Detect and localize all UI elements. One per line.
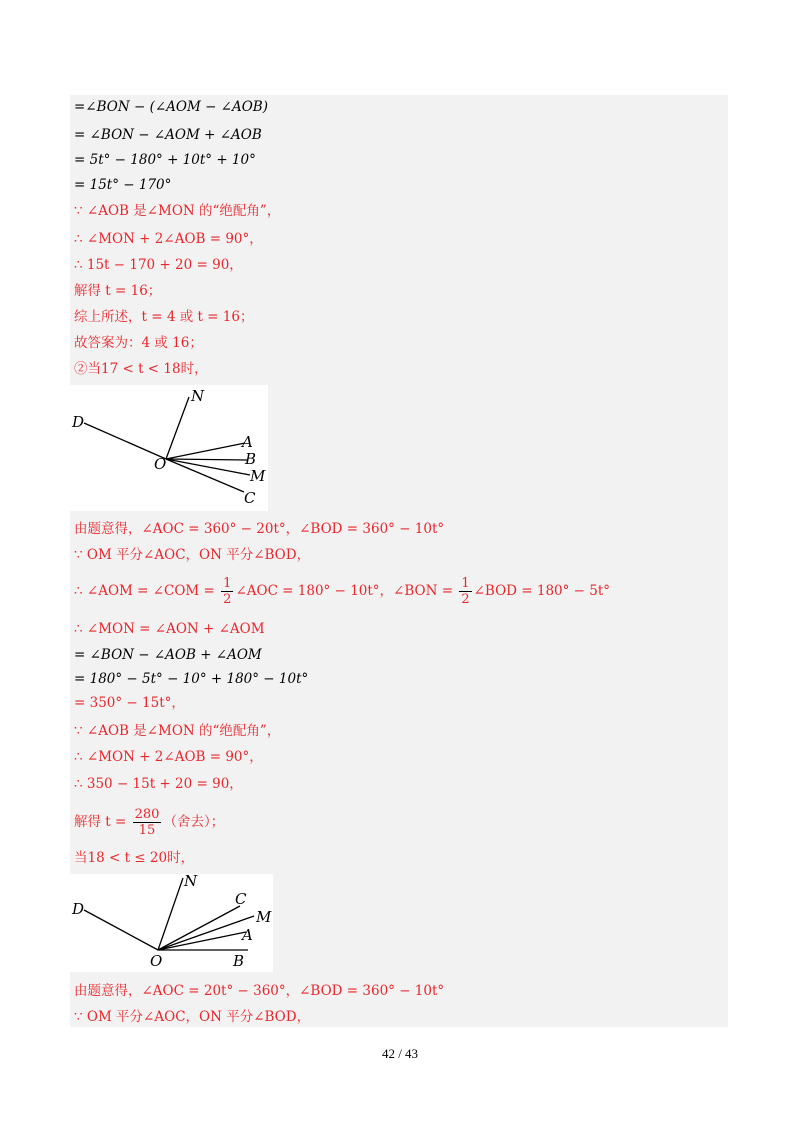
- text-line: = ∠BON − ∠AOM + ∠AOB: [74, 127, 262, 143]
- text-line: 综上所述，t = 4 或 t = 16；: [74, 309, 254, 325]
- text-line: 由题意得，∠AOC = 20t° − 360°，∠BOD = 360° − 10t°: [74, 983, 445, 999]
- text-line: 由题意得，∠AOC = 360° − 20t°，∠BOD = 360° − 10t°: [74, 521, 445, 537]
- text-line: ∴ ∠MON + 2∠AOB = 90°，: [74, 749, 263, 765]
- text-line: = 350° − 15t°，: [74, 695, 185, 711]
- text-line: ∵ OM 平分∠AOC，ON 平分∠BOD，: [74, 1009, 311, 1025]
- document-content: [70, 95, 728, 1027]
- point-label: B: [233, 952, 245, 970]
- text-line: ∵ ∠AOB 是∠MON 的“绝配角”，: [74, 203, 281, 219]
- page-number: 42 / 43: [381, 1046, 419, 1061]
- text-line: 解得 t = $\frac{280}{15}$ （舍去）；: [74, 807, 225, 838]
- text-line: = 5t° − 180° + 10t° + 10°: [74, 152, 256, 168]
- fraction: $\frac{1}{2}$: [223, 576, 232, 607]
- point-label: N: [191, 387, 205, 405]
- text-line: =∠BON − (∠AOM − ∠AOB): [74, 99, 268, 115]
- fraction: $\frac{1}{2}$: [461, 576, 470, 607]
- point-label: O: [154, 455, 167, 473]
- text-line: ∵ OM 平分∠AOC，ON 平分∠BOD，: [74, 547, 311, 563]
- text-line: ∴ ∠AOM = ∠COM = $\frac{1}{2}$ ∠AOC = 180° − 10t°，∠BON = $\frac{1}{2}$ ∠BOD = 180° − 5t°: [74, 576, 611, 607]
- point-label: D: [72, 900, 85, 918]
- text-line: = 15t° − 170°: [74, 177, 172, 193]
- text-line: ∴ ∠MON = ∠AON + ∠AOM: [74, 621, 265, 637]
- angle-figure-2: [70, 874, 273, 972]
- point-label: C: [244, 489, 256, 507]
- text-line: = ∠BON − ∠AOB + ∠AOM: [74, 647, 262, 663]
- text-line: = 180° − 5t° − 10° + 180° − 10t°: [74, 671, 309, 687]
- point-label: A: [242, 926, 253, 944]
- fraction: $\frac{280}{15}$: [134, 807, 160, 838]
- point-label: B: [245, 450, 257, 468]
- point-label: M: [250, 467, 266, 485]
- text-line: ∴ ∠MON + 2∠AOB = 90°，: [74, 231, 263, 247]
- point-label: A: [242, 433, 253, 451]
- text-line: ∴ 15t − 170 + 20 = 90，: [74, 257, 243, 273]
- point-label: D: [72, 413, 85, 431]
- text-line: 当18 < t ≤ 20时，: [74, 850, 195, 866]
- text-line: 故答案为：4 或 16；: [74, 335, 203, 351]
- text-line: 解得 t = 16；: [74, 283, 162, 299]
- text-line: ∴ 350 − 15t + 20 = 90，: [74, 776, 243, 792]
- text-line: ∵ ∠AOB 是∠MON 的“绝配角”，: [74, 723, 281, 739]
- text-line: ②当17 < t < 18时，: [74, 361, 208, 377]
- point-label: N: [184, 874, 198, 890]
- point-label: C: [235, 890, 247, 908]
- point-label: O: [150, 952, 163, 970]
- point-label: M: [256, 908, 272, 926]
- angle-figure-1: [70, 385, 268, 511]
